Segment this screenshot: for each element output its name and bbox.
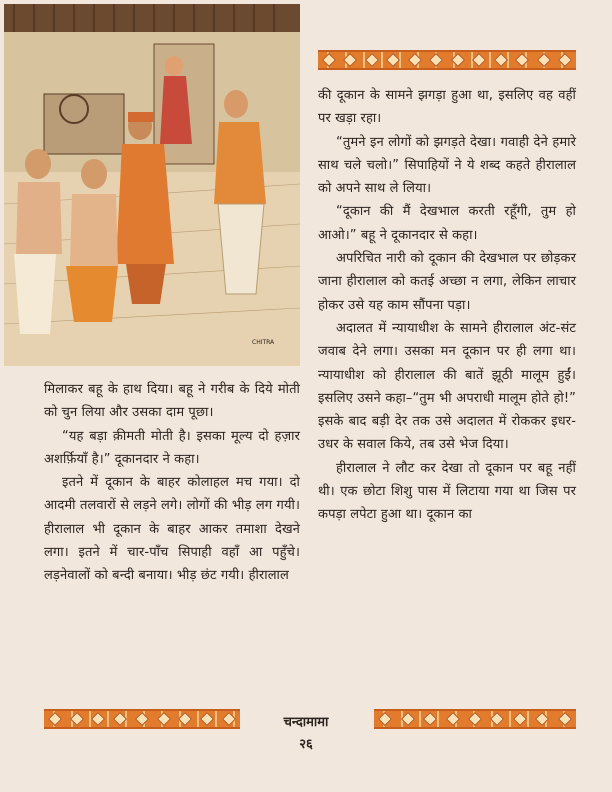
page-number: २६ [299, 737, 313, 752]
magazine-name: चन्दामामा [283, 715, 329, 730]
paragraph: मिलाकर बहू के हाथ दिया। बहू ने गरीब के दिये मोती को चुन लिया और उसका दाम पूछा। [44, 382, 300, 421]
illustration-signature: CHITRA [252, 339, 275, 346]
illustration-drawing [4, 4, 300, 366]
paragraph: “दूकान की मैं देखभाल करती रहूँगी, तुम हो आओ।” बहू ने दूकानदार से कहा। [318, 204, 576, 243]
footer-ornament-right [374, 709, 576, 729]
header-ornament-band [318, 50, 576, 70]
story-illustration [4, 4, 300, 366]
paragraph: इतने में दूकान के बाहर कोलाहल मच गया। दो आदमी तलवारों से लड़ने लगे। लोगों की भीड़ लग गयी। हीरालाल भी दूकान के बाहर आकर तमाशा देखने लगा। इतने में चार-पाँच सिपाही वहाँ आ पहुँचे। लड़नेवालों को बन्दी बनाया। भीड़ छंट गयी। हीरालाल [44, 475, 300, 584]
footer-ornament-left [44, 709, 240, 729]
right-text-column [318, 84, 576, 527]
left-text-column [44, 378, 300, 588]
paragraph: हीरालाल ने लौट कर देखा तो दूकान पर बहू नहीं थी। एक छोटा शिशु पास में लिटाया गया था जिस पर कपड़ा लपेटा हुआ था। दूकान का [318, 460, 576, 523]
paragraph: की दूकान के सामने झगड़ा हुआ था, इसलिए वह वहीं पर खड़ा रहा। [318, 88, 576, 127]
paragraph: अपरिचित नारी को दूकान की देखभाल पर छोड़कर जाना हीरालाल को कतई अच्छा न लगा, लेकिन लाचार होकर उसे यह काम सौंपना पड़ा। [318, 251, 576, 313]
paragraph: “तुमने इन लोगों को झगड़ते देखा। गवाही देने हमारे साथ चले चलो।” सिपाहियों ने ये शब्द कहते हीरालाल को अपने साथ ले लिया। [318, 134, 576, 197]
paragraph: अदालत में न्यायाधीश के सामने हीरालाल अंट-संट जवाब देने लगा। उसका मन दूकान पर ही लगा था। न्यायाधीश को हीरालाल की बातें झूठी मालूम हुईं। इसलिए उसने कहा–“तुम भी अपराधी मालूम होते हो!” इसके बाद बड़ी देर तक उसे अदालत में रोककर इधर-उधर के सवाल किये, तब उसे भेज दिया। [318, 320, 576, 453]
paragraph: “यह बड़ा क़ीमती मोती है। इसका मूल्य दो हज़ार अशर्फ़ियाँ है।” दूकानदार ने कहा। [44, 428, 300, 467]
